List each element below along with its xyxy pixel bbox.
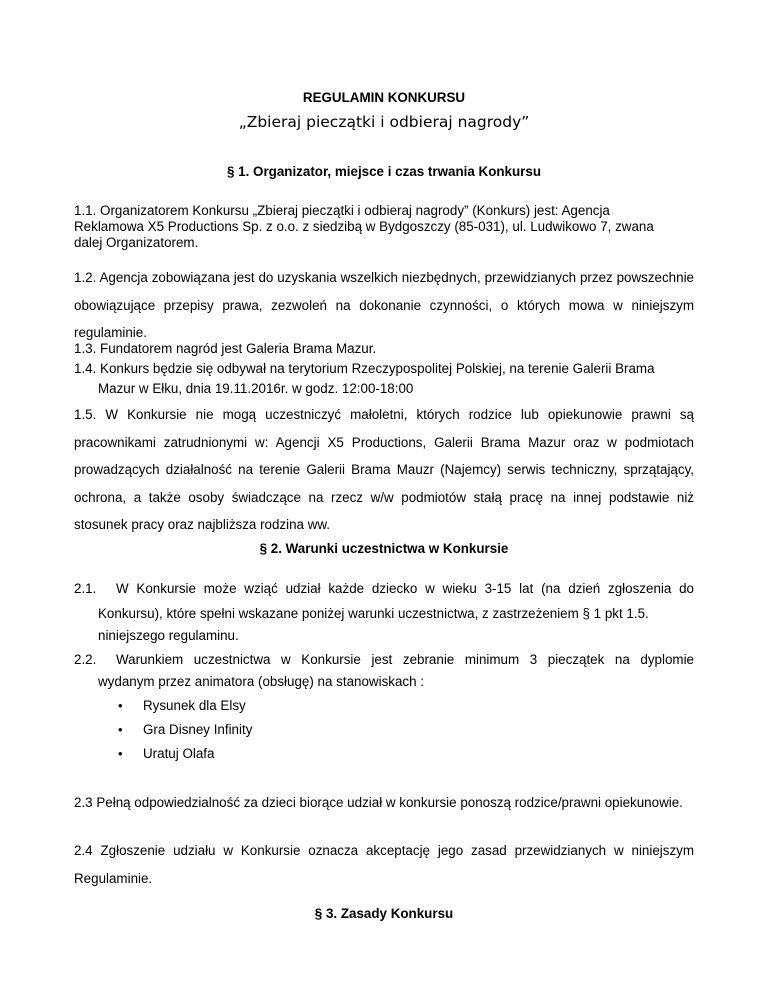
paragraph-2-1-line: Konkursu), które spełni wskazane poniżej warunki uczestnictwa, z zastrzeżeniem § 1 pkt 1.5.	[98, 606, 649, 621]
paragraph-1-2: 1.2. Agencja zobowiązana jest do uzyskania wszelkich niezbędnych, przewidzianych przez powszechnie obowiązujące przepisy prawa, zezwoleń na dokonanie czynności, o których mowa w niniejszym regulaminie.	[74, 270, 694, 340]
paragraph-1-1-line: dalej Organizatorem.	[74, 235, 199, 250]
paragraph-2-1-line: W Konkursie może wziąć udział każde dziecko w wieku 3-15 lat (na dzień zgłoszenia do	[116, 581, 694, 596]
paragraph-1-5: 1.5. W Konkursie nie mogą uczestniczyć małoletni, których rodzice lub opiekunowie prawni są pracownikami zatrudnionymi w: Agencji X5 Productions, Galerii Brama Mazur oraz w podmiotach prowadzących działalność na terenie Galerii Brama Mauzr (Najemcy) serwis techniczny, sprzątający, ochrona, a także osoby świadczące na rzecz w/w podmiotów stałą pracę na innej podstawie niż stosunek pracy oraz najbliższa rodzina ww.	[74, 407, 694, 532]
paragraph-2-1-number: 2.1.	[74, 581, 97, 596]
paragraph-1-4-line: 1.4. Konkurs będzie się odbywał na terytorium Rzeczypospolitej Polskiej, na terenie Galerii Brama	[74, 361, 655, 376]
document-title: REGULAMIN KONKURSU	[302, 90, 466, 105]
list-item: Uratuj Olafa	[143, 746, 215, 761]
paragraph-2-2-number: 2.2.	[74, 652, 97, 667]
bullet-icon: •	[118, 746, 123, 761]
section-2-heading: § 2. Warunki uczestnictwa w Konkursie	[259, 541, 509, 556]
bullet-icon: •	[118, 722, 123, 737]
paragraph-2-4: 2.4 Zgłoszenie udziału w Konkursie oznacza akceptację jego zasad przewidzianych w niniejszym Regulaminie.	[74, 843, 694, 886]
paragraph-2-1-line: niniejszego regulaminu.	[98, 628, 239, 643]
list-item: Gra Disney Infinity	[143, 722, 253, 737]
paragraph-1-3: 1.3. Fundatorem nagród jest Galeria Brama Mazur.	[74, 341, 377, 356]
paragraph-2-2-line: Warunkiem uczestnictwa w Konkursie jest zebranie minimum 3 pieczątek na dyplomie	[116, 652, 694, 667]
document-subtitle: „Zbieraj pieczątki i odbieraj nagrody”	[238, 113, 530, 131]
paragraph-1-4-line: Mazur w Ełku, dnia 19.11.2016r. w godz. 12:00-18:00	[98, 381, 414, 396]
section-3-heading: § 3. Zasady Konkursu	[314, 906, 454, 921]
paragraph-1-1	[74, 203, 694, 251]
paragraph-1-1-line: 1.1. Organizatorem Konkursu „Zbieraj pieczątki i odbieraj nagrody” (Konkurs) jest: Agencja	[74, 203, 610, 218]
section-1-heading: § 1. Organizator, miejsce i czas trwania Konkursu	[226, 164, 542, 179]
bullet-icon: •	[118, 698, 123, 713]
paragraph-2-3: 2.3 Pełną odpowiedzialność za dzieci biorące udział w konkursie ponoszą rodzice/prawni opiekunowie.	[74, 795, 683, 810]
paragraph-2-2-line: wydanym przez animatora (obsługę) na stanowiskach :	[98, 674, 424, 689]
paragraph-1-1-line: Reklamowa X5 Productions Sp. z o.o. z siedzibą w Bydgoszczy (85-031), ul. Ludwikowo 7, zwana	[74, 219, 654, 234]
list-item: Rysunek dla Elsy	[143, 698, 246, 713]
